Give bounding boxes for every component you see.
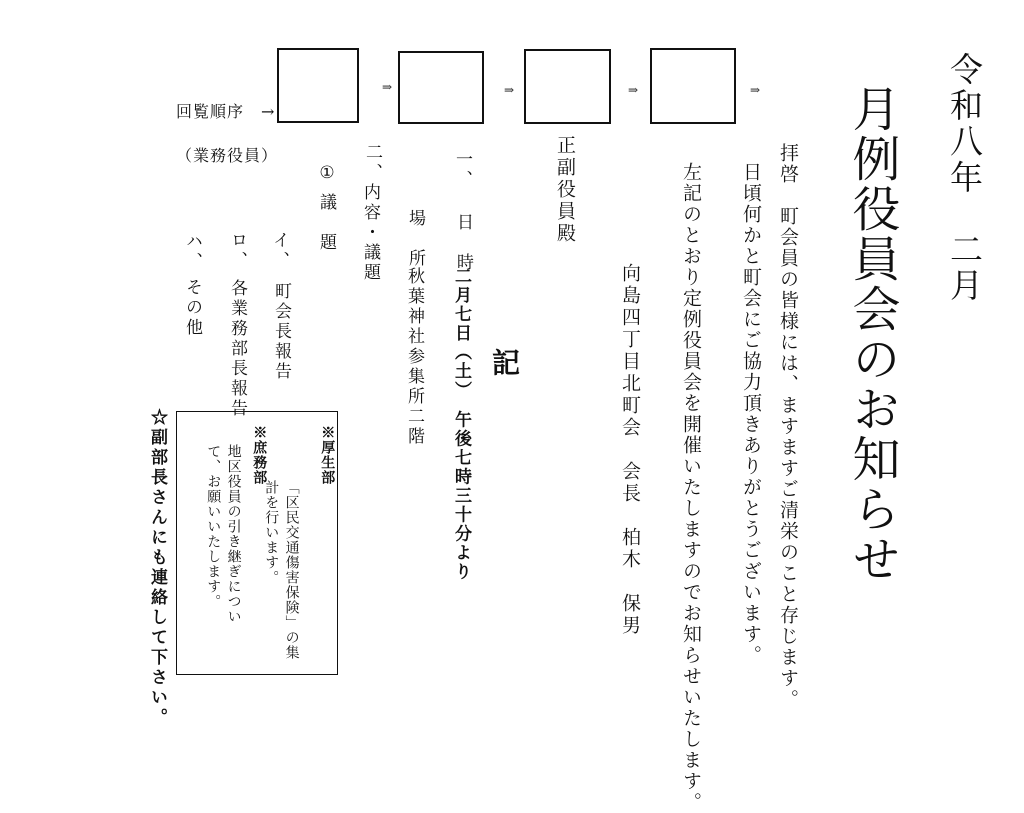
routing-order-label: 回覧順序 → — [176, 102, 276, 121]
routing-arrow-4: ⇒ — [750, 83, 761, 97]
star-note: ☆副部長さんにも連絡して下さい。 — [147, 408, 167, 728]
routing-arrow-1: ⇒ — [382, 80, 393, 94]
agenda-item-ha: その他 — [182, 278, 202, 338]
document-title: 月例役員会のお知らせ — [844, 84, 900, 584]
datetime-label: 日 時 — [453, 213, 473, 273]
stamp-box-4 — [650, 48, 736, 124]
addressee: 正副役員殿 — [554, 135, 576, 245]
content-label: 内容・議題 — [360, 183, 380, 283]
signature: 向島四丁目北町会 会長 柏木 保男 — [619, 263, 641, 637]
agenda-label: 議 題 — [316, 193, 336, 253]
section-2-mark: 二、 — [362, 143, 382, 183]
routing-arrow-3: ⇒ — [628, 83, 639, 97]
place-value: 秋葉神社参集所二階 — [404, 267, 424, 447]
agenda-item-ro-mark: ロ、 — [227, 231, 247, 271]
note-general-heading: ※庶務部 — [251, 425, 268, 485]
section-1-mark: 一、 — [452, 150, 472, 190]
note-welfare-text: 「区民交通傷害保険」の集計を行います。 — [263, 480, 300, 660]
agenda-mark: ① — [317, 163, 337, 186]
stamp-box-3 — [524, 49, 611, 124]
ki-heading: 記 — [488, 348, 521, 376]
greeting-line: 拝啓 町会員の皆様には、ますますご清栄のこと存じます。 — [777, 143, 799, 710]
routing-arrow-2: ⇒ — [504, 83, 515, 97]
note-welfare-heading: ※厚生部 — [319, 425, 336, 485]
stamp-box-2 — [398, 51, 484, 124]
thanks-line: 日頃何かと町会にご協力頂きありがとうございます。 — [740, 162, 762, 666]
document-date: 令和八年 二月 — [945, 52, 984, 304]
agenda-item-ro: 各業務部長報告 — [227, 279, 247, 419]
place-label: 場 所 — [405, 209, 425, 269]
stamp-box-1 — [277, 48, 359, 123]
announcement-line: 左記のとおり定例役員会を開催いたしますのでお知らせいたします。 — [680, 162, 702, 813]
agenda-item-ha-mark: ハ、 — [182, 232, 202, 272]
agenda-item-i-mark: イ、 — [269, 231, 289, 271]
routing-order-sublabel: （業務役員） — [176, 146, 279, 165]
agenda-item-i: 町会長報告 — [271, 282, 291, 382]
note-general-text: 地区役員の引き継ぎについて、お願いいたします。 — [205, 444, 242, 624]
datetime-value: 二月七日（土） 午後七時三十分より — [451, 267, 471, 582]
